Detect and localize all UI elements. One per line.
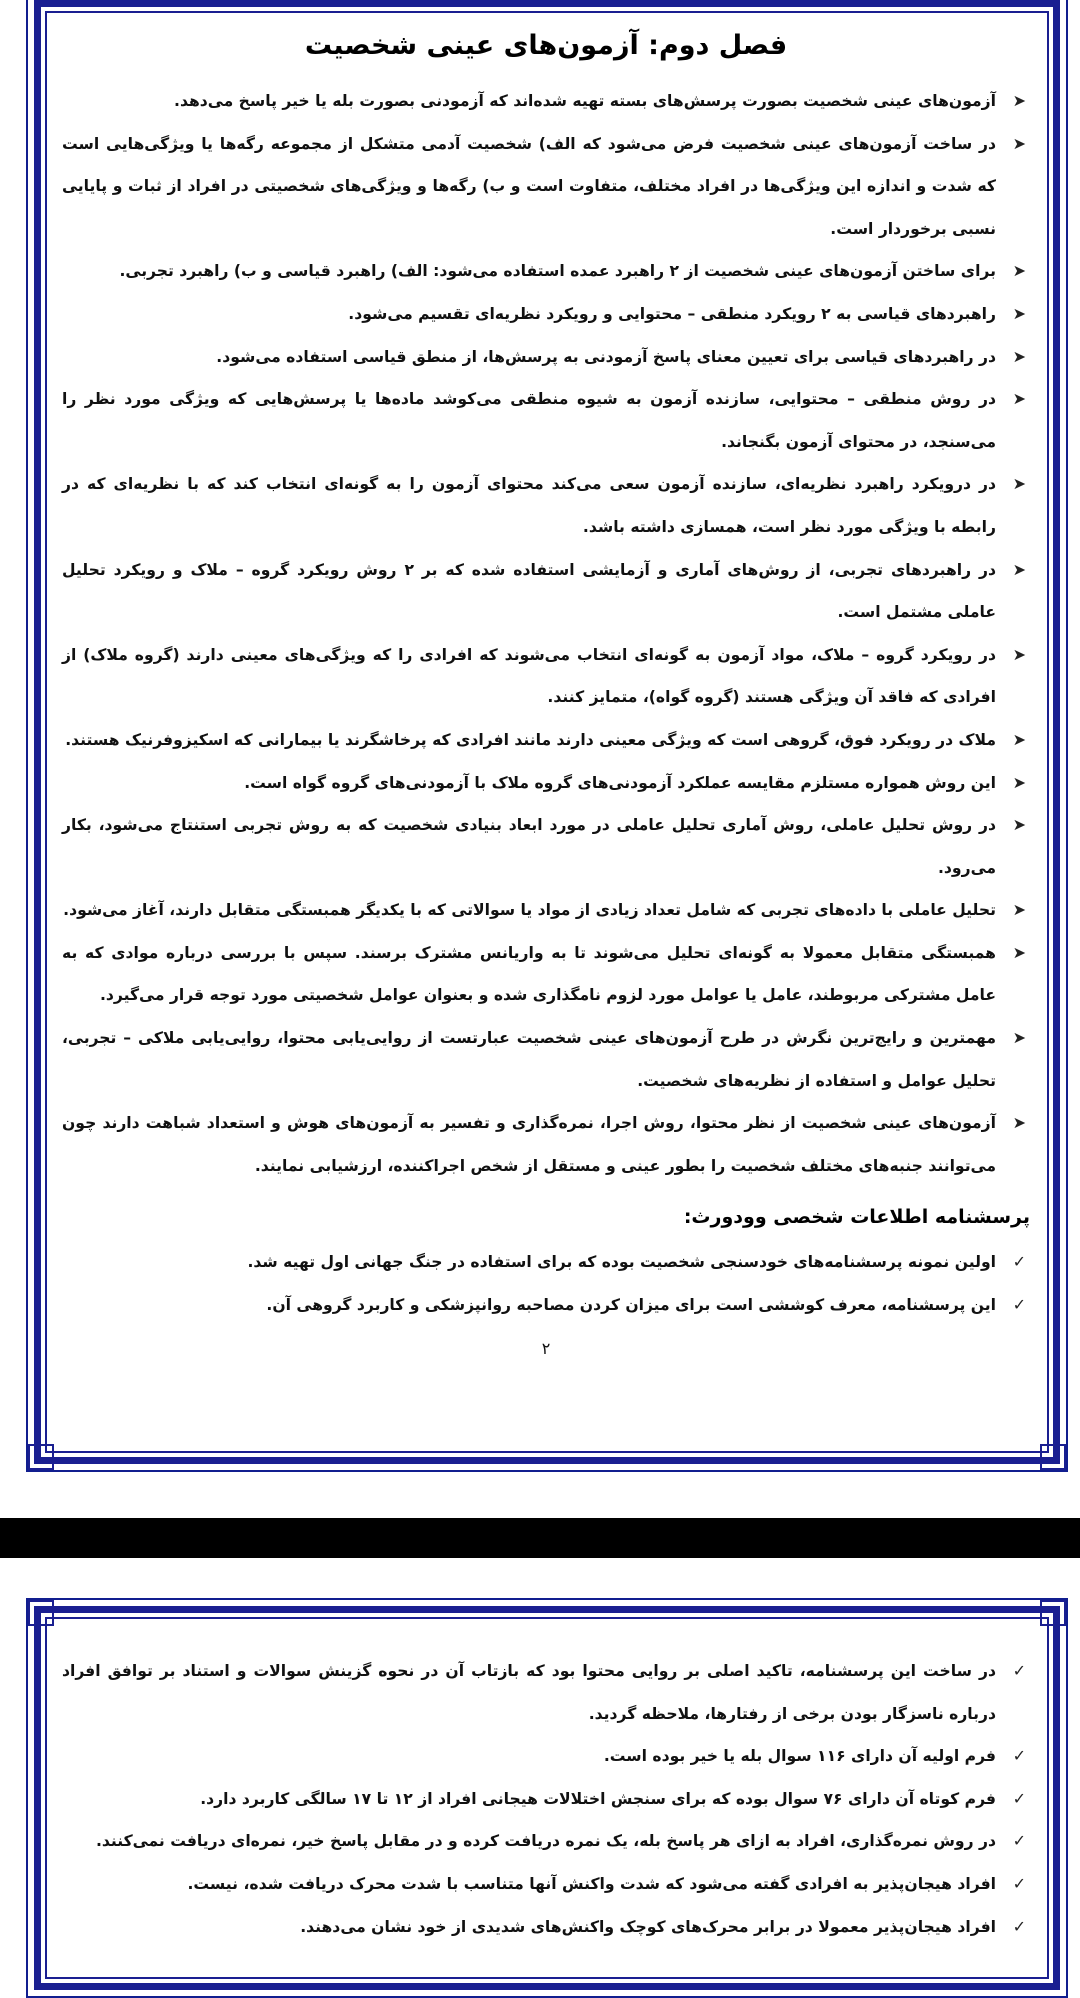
check-bullet-icon: ✓	[1012, 1661, 1026, 1680]
arrow-bullet-icon: ➤	[1012, 133, 1026, 153]
list-item: ✓ اولین نمونه پرسشنامه‌های خودسنجی شخصیت بوده که برای استفاده در جنگ جهانی اول تهیه شد.	[62, 1241, 1030, 1284]
list-item: ➤ مهمترین و رایج‌ترین نگرش در طرح آزمون‌های عینی شخصیت عبارتست از روایی‌یابی محتوا، روایی‌یابی ملاکی – تجربی، تحلیل عوامل و استفاده از نظریه‌های شخصیت.	[62, 1017, 1030, 1102]
page-separator	[0, 1518, 1080, 1558]
list-item: ✓ فرم اولیه آن دارای ۱۱۶ سوال بله یا خیر بوده است.	[62, 1735, 1030, 1778]
arrow-bullet-icon: ➤	[1012, 474, 1026, 494]
arrow-bullet-icon: ➤	[1012, 303, 1026, 323]
document-page-2	[26, 1598, 1068, 1998]
frame-corner-ornament	[1040, 1444, 1066, 1470]
list-item: ➤ در راهبردهای قیاسی برای تعیین معنای پاسخ آزمودنی به پرسش‌ها، از منطق قیاسی استفاده می‌شود.	[62, 336, 1030, 379]
arrow-bullet-icon: ➤	[1012, 1028, 1026, 1048]
list-item: ➤ آزمون‌های عینی شخصیت از نظر محتوا، روش اجرا، نمره‌گذاری و تفسیر به آزمون‌های هوش و استعداد شباهت دارند چون می‌توانند جنبه‌های مختلف شخصیت را بطور عینی و مستقل از شخص اجراکننده، ارزشیابی نمایند.	[62, 1102, 1030, 1187]
check-bullet-icon: ✓	[1012, 1788, 1026, 1808]
check-bullet-icon: ✓	[1012, 1295, 1026, 1315]
page-content	[62, 1650, 1030, 1948]
arrow-bullet-icon: ➤	[1012, 1113, 1026, 1133]
list-item: ➤ همبستگی متقابل معمولا به گونه‌ای تحلیل می‌شوند تا به واریانس مشترک برسند. سپس با بررسی درباره موادی که به عامل مشترکی مربوطند، عامل یا عوامل مورد لزوم نامگذاری شده و بعنوان عوامل شخصیتی مورد توجه قرار می‌گیرد.	[62, 932, 1030, 1017]
list-item: ✓ افراد هیجان‌پذیر به افرادی گفته می‌شود که شدت واکنش آنها متناسب با شدت محرک دریافت شده، نیست.	[62, 1863, 1030, 1906]
list-item: ➤ راهبردهای قیاسی به ۲ رویکرد منطقی – محتوایی و رویکرد نظریه‌ای تقسیم می‌شود.	[62, 293, 1030, 336]
list-item: ➤ تحلیل عاملی با داده‌های تجربی که شامل تعداد زیادی از مواد یا سوالاتی که با یکدیگر همبستگی متقابل دارند، آغاز می‌شود.	[62, 889, 1030, 932]
arrow-bullet-icon: ➤	[1012, 772, 1026, 792]
page-content	[62, 24, 1030, 1369]
arrow-bullet-icon: ➤	[1012, 559, 1026, 579]
arrow-bullet-icon: ➤	[1012, 91, 1026, 110]
arrow-bullet-icon: ➤	[1012, 815, 1026, 835]
arrow-bullet-icon: ➤	[1012, 346, 1026, 366]
bullet-list	[62, 80, 1030, 1187]
check-bullet-icon: ✓	[1012, 1746, 1026, 1766]
list-item: ➤ آزمون‌های عینی شخصیت بصورت پرسش‌های بسته تهیه شده‌اند که آزمودنی بصورت بله یا خیر پاسخ می‌دهد.	[62, 80, 1030, 123]
list-item: ➤ در روش منطقی – محتوایی، سازنده آزمون به شیوه منطقی می‌کوشد ماده‌ها یا پرسش‌هایی که ویژگی مورد نظر را می‌سنجد، در محتوای آزمون بگنجاند.	[62, 378, 1030, 463]
check-bullet-icon: ✓	[1012, 1252, 1026, 1272]
check-list	[62, 1241, 1030, 1326]
list-item: ✓ افراد هیجان‌پذیر معمولا در برابر محرک‌های کوچک واکنش‌های شدیدی از خود نشان می‌دهند.	[62, 1906, 1030, 1949]
page-number: ۲	[541, 1338, 551, 1358]
list-item: ➤ در ساخت آزمون‌های عینی شخصیت فرض می‌شود که الف) شخصیت آدمی متشکل از مجموعه رگه‌ها یا ویژگی‌هایی است که شدت و اندازه این ویژگی‌ها در افراد مختلف، متفاوت است و ب) رگه‌ها و ویژگی‌های شخصیتی در افراد از ثبات و پایایی نسبی برخوردار است.	[62, 123, 1030, 251]
frame-corner-ornament	[28, 1600, 54, 1626]
arrow-bullet-icon: ➤	[1012, 389, 1026, 409]
list-item: ➤ ملاک در رویکرد فوق، گروهی است که ویژگی معینی دارند مانند افرادی که پرخاشگرند یا بیمارانی که اسکیزوفرنیک هستند.	[62, 719, 1030, 762]
list-item: ✓ فرم کوتاه آن دارای ۷۶ سوال بوده که برای سنجش اختلالات هیجانی افراد از ۱۲ تا ۱۷ سالگی کاربرد دارد.	[62, 1778, 1030, 1821]
chapter-title: فصل دوم: آزمون‌های عینی شخصیت	[304, 30, 788, 61]
arrow-bullet-icon: ➤	[1012, 729, 1026, 749]
section-heading: پرسشنامه اطلاعات شخصی وودورث:	[683, 1206, 1030, 1229]
arrow-bullet-icon: ➤	[1012, 942, 1026, 962]
list-item: ✓ در روش نمره‌گذاری، افراد به ازای هر پاسخ بله، یک نمره دریافت کرده و در مقابل پاسخ خیر، نمره‌ای دریافت نمی‌کنند.	[62, 1820, 1030, 1863]
list-item: ✓ در ساخت این پرسشنامه، تاکید اصلی بر روایی محتوا بود که بازتاب آن در نحوه گزینش سوالات و استناد بر توافق افراد درباره ناسزگار بودن برخی از رفتارها، ملاحظه گردید.	[62, 1650, 1030, 1735]
arrow-bullet-icon: ➤	[1012, 261, 1026, 281]
check-bullet-icon: ✓	[1012, 1916, 1026, 1936]
list-item: ➤ برای ساختن آزمون‌های عینی شخصیت از ۲ راهبرد عمده استفاده می‌شود: الف) راهبرد قیاسی و ب) راهبرد تجربی.	[62, 250, 1030, 293]
check-bullet-icon: ✓	[1012, 1873, 1026, 1893]
frame-corner-ornament	[1040, 1600, 1066, 1626]
list-item: ✓ این پرسشنامه، معرف کوششی است برای میزان کردن مصاحبه روانپزشکی و کاربرد گروهی آن.	[62, 1284, 1030, 1327]
list-item: ➤ این روش همواره مستلزم مقایسه عملکرد آزمودنی‌های گروه ملاک با آزمودنی‌های گروه گواه است.	[62, 762, 1030, 805]
check-list	[62, 1650, 1030, 1948]
arrow-bullet-icon: ➤	[1012, 644, 1026, 664]
arrow-bullet-icon: ➤	[1012, 900, 1026, 920]
frame-corner-ornament	[28, 1444, 54, 1470]
list-item: ➤ در رویکرد گروه – ملاک، مواد آزمون به گونه‌ای انتخاب می‌شوند که افرادی را که ویژگی‌های معینی دارند (گروه ملاک) از افرادی که فاقد آن ویژگی هستند (گروه گواه)، متمایز کنند.	[62, 634, 1030, 719]
check-bullet-icon: ✓	[1012, 1831, 1026, 1851]
list-item: ➤ در راهبردهای تجربی، از روش‌های آماری و آزمایشی استفاده شده که بر ۲ روش رویکرد گروه – ملاک و رویکرد تحلیل عاملی مشتمل است.	[62, 549, 1030, 634]
list-item: ➤ در درویکرد راهبرد نظریه‌ای، سازنده آزمون سعی می‌کند محتوای آزمون را به گونه‌ای انتخاب کند که با نظریه‌ای که در رابطه با ویژگی مورد نظر است، همسازی داشته باشد.	[62, 463, 1030, 548]
list-item: ➤ در روش تحلیل عاملی، روش آماری تحلیل عاملی در مورد ابعاد بنیادی شخصیت که به روش تجربی استنتاج می‌شود، بکار می‌رود.	[62, 804, 1030, 889]
document-page-1	[26, 0, 1068, 1472]
